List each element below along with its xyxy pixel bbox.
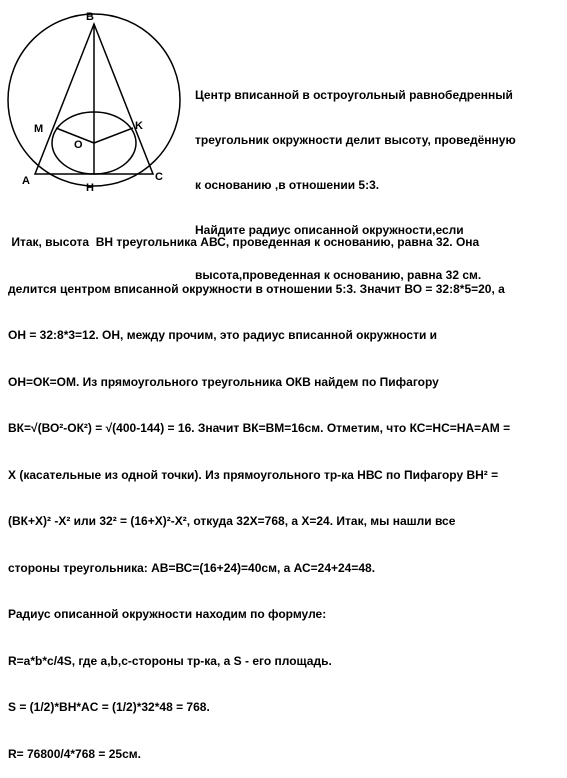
solution-line: делится центром вписанной окружности в отношении 5:3. Значит ВО = 32:8*5=20, а xyxy=(8,281,505,296)
solution-line: S = (1/2)*BH*AC = (1/2)*32*48 = 768. xyxy=(8,700,210,714)
geometry-figure xyxy=(0,0,195,200)
problem-line: треугольник окружности делит высоту, проведённую xyxy=(195,133,516,147)
solution-line: Х (касательные из одной точки). Из прямоугольного тр-ка НВС по Пифагору ВН² = xyxy=(8,467,499,482)
solution-line: ВК=√(ВО²-ОК²) = √(400-144) = 16. Значит ВК=ВМ=16см. Отметим, что КС=НС=НА=АМ = xyxy=(8,421,511,435)
solution-line: ОН = 32:8*3=12. ОН, между прочим, это радиус вписанной окружности и xyxy=(8,328,438,342)
label-k: K xyxy=(135,120,143,132)
label-o: O xyxy=(74,139,83,151)
solution-line: Итак, высота ВН треугольника АВС, проведенная к основанию, равна 32. Она xyxy=(8,235,480,249)
problem-line: к основанию ,в отношении 5:3. xyxy=(195,178,380,192)
problem-line: Центр вписанной в остроугольный равнобедренный xyxy=(195,88,513,102)
radius-ok xyxy=(94,128,133,143)
solution-line: Радиус описанной окружности находим по формуле: xyxy=(8,607,327,621)
problem-line: высота,проведенная к основанию, равна 32 см. xyxy=(195,268,482,282)
label-a: A xyxy=(22,175,30,187)
solution-line: (ВК+Х)² -Х² или 32² = (16+Х)²-Х², откуда 32Х=768, а Х=24. Итак, мы нашли все xyxy=(8,514,456,528)
label-m: M xyxy=(34,123,44,135)
solution-line: R=a*b*c/4S, где a,b,c-стороны тр-ка, а S - его площадь. xyxy=(8,653,332,668)
label-c: C xyxy=(155,171,163,183)
solution-line: R= 76800/4*768 = 25см. xyxy=(8,746,141,761)
problem-line: Найдите радиус описанной окружности,если xyxy=(195,223,464,237)
label-h: H xyxy=(86,182,94,194)
solution-line: ОН=ОК=ОМ. Из прямоугольного треугольника ОКВ найдем по Пифагору xyxy=(8,374,439,389)
label-b: B xyxy=(86,11,94,23)
solution-line: стороны треугольника: АВ=ВС=(16+24)=40см, а АС=24+24=48. xyxy=(8,560,376,575)
solution-text xyxy=(8,204,564,778)
